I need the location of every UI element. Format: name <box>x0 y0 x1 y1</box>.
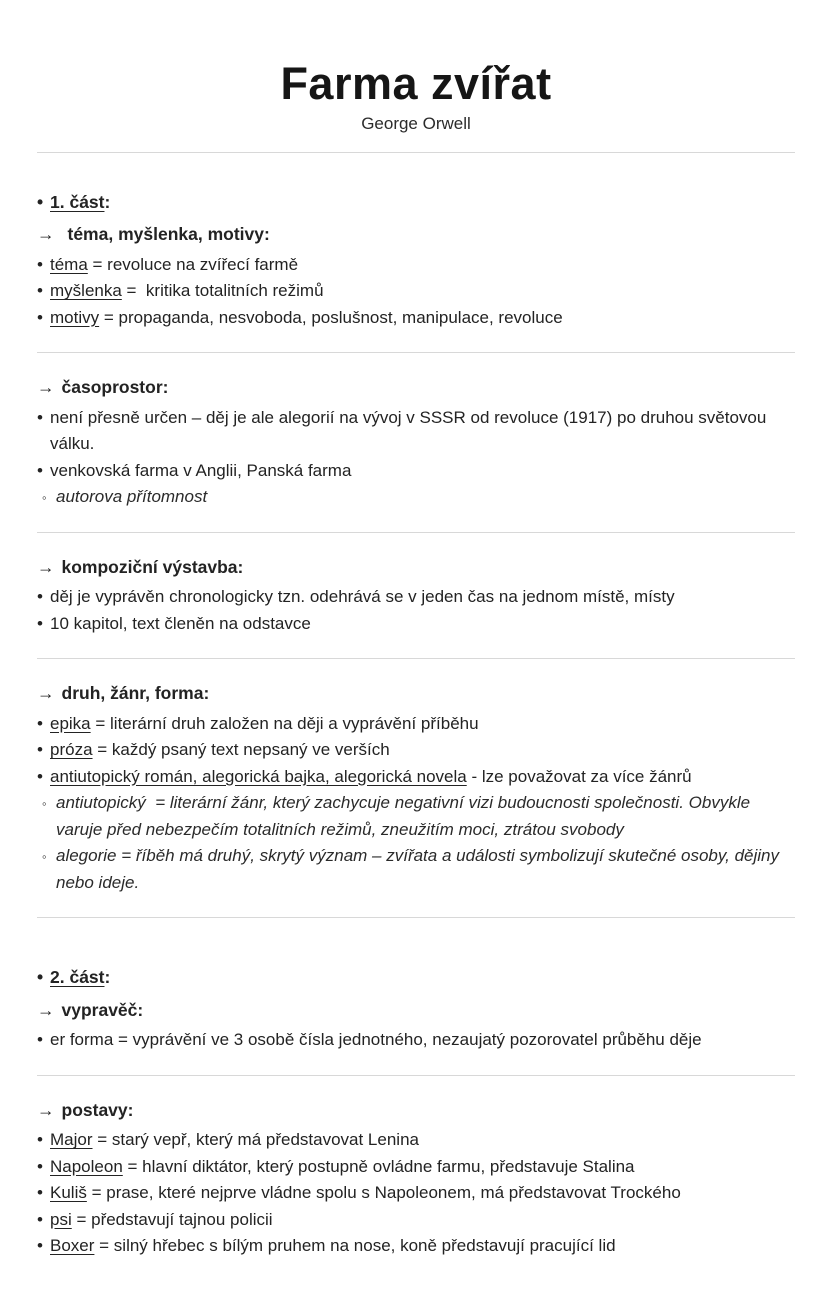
section-postavy <box>37 1097 795 1260</box>
bullet-text: není přesně určen – děj je ale alegorií na vývoj v SSSR od revoluce (1917) po druhou světovou válku. <box>50 407 772 454</box>
bullet-text: = starý vepř, který má představovat Lenina <box>92 1130 419 1150</box>
term-label: Boxer <box>50 1236 95 1256</box>
bullet-line <box>37 405 795 458</box>
bullet-icon: • <box>37 1183 48 1203</box>
section-heading-label: vypravěč: <box>61 999 144 1020</box>
bullet-icon: • <box>37 713 48 733</box>
section-heading-line <box>37 680 795 707</box>
bullet-text: = hlavní diktátor, který postupně ovládne farmu, představuje Stalina <box>122 1156 635 1176</box>
title-block <box>37 58 795 136</box>
term-label: psi <box>50 1209 72 1229</box>
bullet-icon: • <box>37 766 48 786</box>
section-heading-line <box>37 554 795 581</box>
section-part-2-intro <box>37 939 795 1054</box>
section-heading-line <box>37 221 795 248</box>
arrow-icon: → <box>37 683 55 704</box>
bullet-icon: • <box>37 613 48 633</box>
bullet-text: - lze považovat za více žánrů <box>466 766 692 786</box>
note-text: antiutopický = literární žánr, který zachycuje negativní vizi budoucnosti společnosti. Obvykle varuje před nebezpečím totalitních režimů, zneužitím moci, ztrátou svobody <box>56 793 755 839</box>
section-heading-label: postavy: <box>61 1099 134 1120</box>
term-label: Kuliš <box>50 1183 87 1203</box>
bullet-line <box>37 764 795 791</box>
section-heading-label: kompoziční výstavba: <box>61 556 244 577</box>
note-line <box>37 484 795 511</box>
section-part-1-intro <box>37 189 795 332</box>
bullet-text: = propaganda, nesvoboda, poslušnost, manipulace, revoluce <box>99 307 563 327</box>
section-heading-label: téma, myšlenka, motivy: <box>67 224 270 245</box>
bullet-text: venkovská farma v Anglii, Panská farma <box>50 460 352 480</box>
term-label: téma <box>50 254 88 274</box>
part-suffix: : <box>104 967 111 988</box>
bullet-line <box>37 737 795 764</box>
term-label: antiutopický román, alegorická bajka, alegorická novela <box>50 766 467 786</box>
arrow-icon: → <box>37 556 55 577</box>
section-heading-label: časoprostor: <box>61 377 169 398</box>
document-blocks <box>37 153 795 1260</box>
bullet-icon: • <box>37 1209 48 1229</box>
term-label: motivy <box>50 307 100 327</box>
bullet-line <box>37 1027 795 1054</box>
part-suffix: : <box>104 191 111 212</box>
bullet-text: = literární druh založen na ději a vyprávění příběhu <box>90 713 479 733</box>
document-author: George Orwell <box>361 113 471 133</box>
bullet-icon: • <box>37 407 48 427</box>
part-heading-line <box>37 964 795 991</box>
bullet-icon: • <box>37 254 48 274</box>
part-label: 1. část <box>50 191 105 212</box>
section-heading-line <box>37 1097 795 1124</box>
bullet-icon: • <box>37 1030 48 1050</box>
arrow-icon: → <box>37 377 55 398</box>
section-druh-zanr-forma <box>37 680 795 896</box>
note-text: alegorie = říběh má druhý, skrytý význam – zvířata a události symbolizují skutečné osoby, dějiny nebo ideje. <box>56 846 784 892</box>
bullet-text: = revoluce na zvířecí farmě <box>87 254 299 274</box>
section-divider <box>37 1075 795 1076</box>
section-divider <box>37 352 795 353</box>
bullet-line <box>37 305 795 332</box>
section-divider <box>37 532 795 533</box>
bullet-text: = představují tajnou policii <box>71 1209 273 1229</box>
term-label: myšlenka <box>50 281 122 301</box>
arrow-icon: → <box>37 999 55 1020</box>
bullet-line <box>37 1154 795 1181</box>
bullet-text: = silný hřebec s bílým pruhem na nose, koně představují pracující lid <box>94 1236 616 1256</box>
note-line <box>37 790 795 843</box>
bullet-line <box>37 1233 795 1260</box>
section-heading-line <box>37 374 795 401</box>
section-heading-line <box>37 997 795 1024</box>
bullet-text: er forma = vyprávění ve 3 osobě čísla jednotného, nezaujatý pozorovatel průběhu děje <box>50 1030 702 1050</box>
note-line <box>37 843 795 896</box>
document-title: Farma zvířat <box>280 58 552 109</box>
term-label: epika <box>50 713 91 733</box>
hollow-bullet-icon: ◦ <box>42 849 47 865</box>
bullet-icon: • <box>37 460 48 480</box>
arrow-icon: → <box>37 224 55 245</box>
section-casoprostor <box>37 374 795 511</box>
term-label: Napoleon <box>50 1156 123 1176</box>
bullet-line <box>37 1127 795 1154</box>
bullet-text: = kritika totalitních režimů <box>121 281 324 301</box>
bullet-line <box>37 458 795 485</box>
bullet-line <box>37 611 795 638</box>
arrow-icon: → <box>37 1099 55 1120</box>
bullet-line <box>37 1207 795 1234</box>
section-divider <box>37 658 795 659</box>
bullet-icon: • <box>37 281 48 301</box>
part-heading-line <box>37 189 795 216</box>
bullet-icon: • <box>37 740 48 760</box>
bullet-icon: • <box>37 587 48 607</box>
bullet-text: = prase, které nejprve vládne spolu s Napoleonem, má představovat Trockého <box>86 1183 681 1203</box>
part-label: 2. část <box>50 967 105 988</box>
note-text: autorova přítomnost <box>56 487 208 507</box>
term-label: próza <box>50 740 93 760</box>
term-label: Major <box>50 1130 93 1150</box>
section-heading-label: druh, žánr, forma: <box>61 683 210 704</box>
bullet-icon: • <box>37 1156 48 1176</box>
bullet-line <box>37 1180 795 1207</box>
bullet-icon: • <box>37 1236 48 1256</box>
section-divider <box>37 917 795 918</box>
bullet-line <box>37 584 795 611</box>
bullet-line <box>37 278 795 305</box>
bullet-text: = každý psaný text nepsaný ve verších <box>92 740 390 760</box>
bullet-icon: • <box>37 1130 48 1150</box>
section-kompozicni-vystavba <box>37 554 795 638</box>
bullet-line <box>37 252 795 279</box>
bullet-text: děj je vyprávěn chronologicky tzn. odehrává se v jeden čas na jednom místě, místy <box>50 587 675 607</box>
bullet-text: 10 kapitol, text členěn na odstavce <box>50 613 311 633</box>
bullet-icon: • <box>37 191 48 212</box>
bullet-icon: • <box>37 967 48 988</box>
hollow-bullet-icon: ◦ <box>42 490 47 506</box>
bullet-icon: • <box>37 307 48 327</box>
bullet-line <box>37 711 795 738</box>
hollow-bullet-icon: ◦ <box>42 796 47 812</box>
